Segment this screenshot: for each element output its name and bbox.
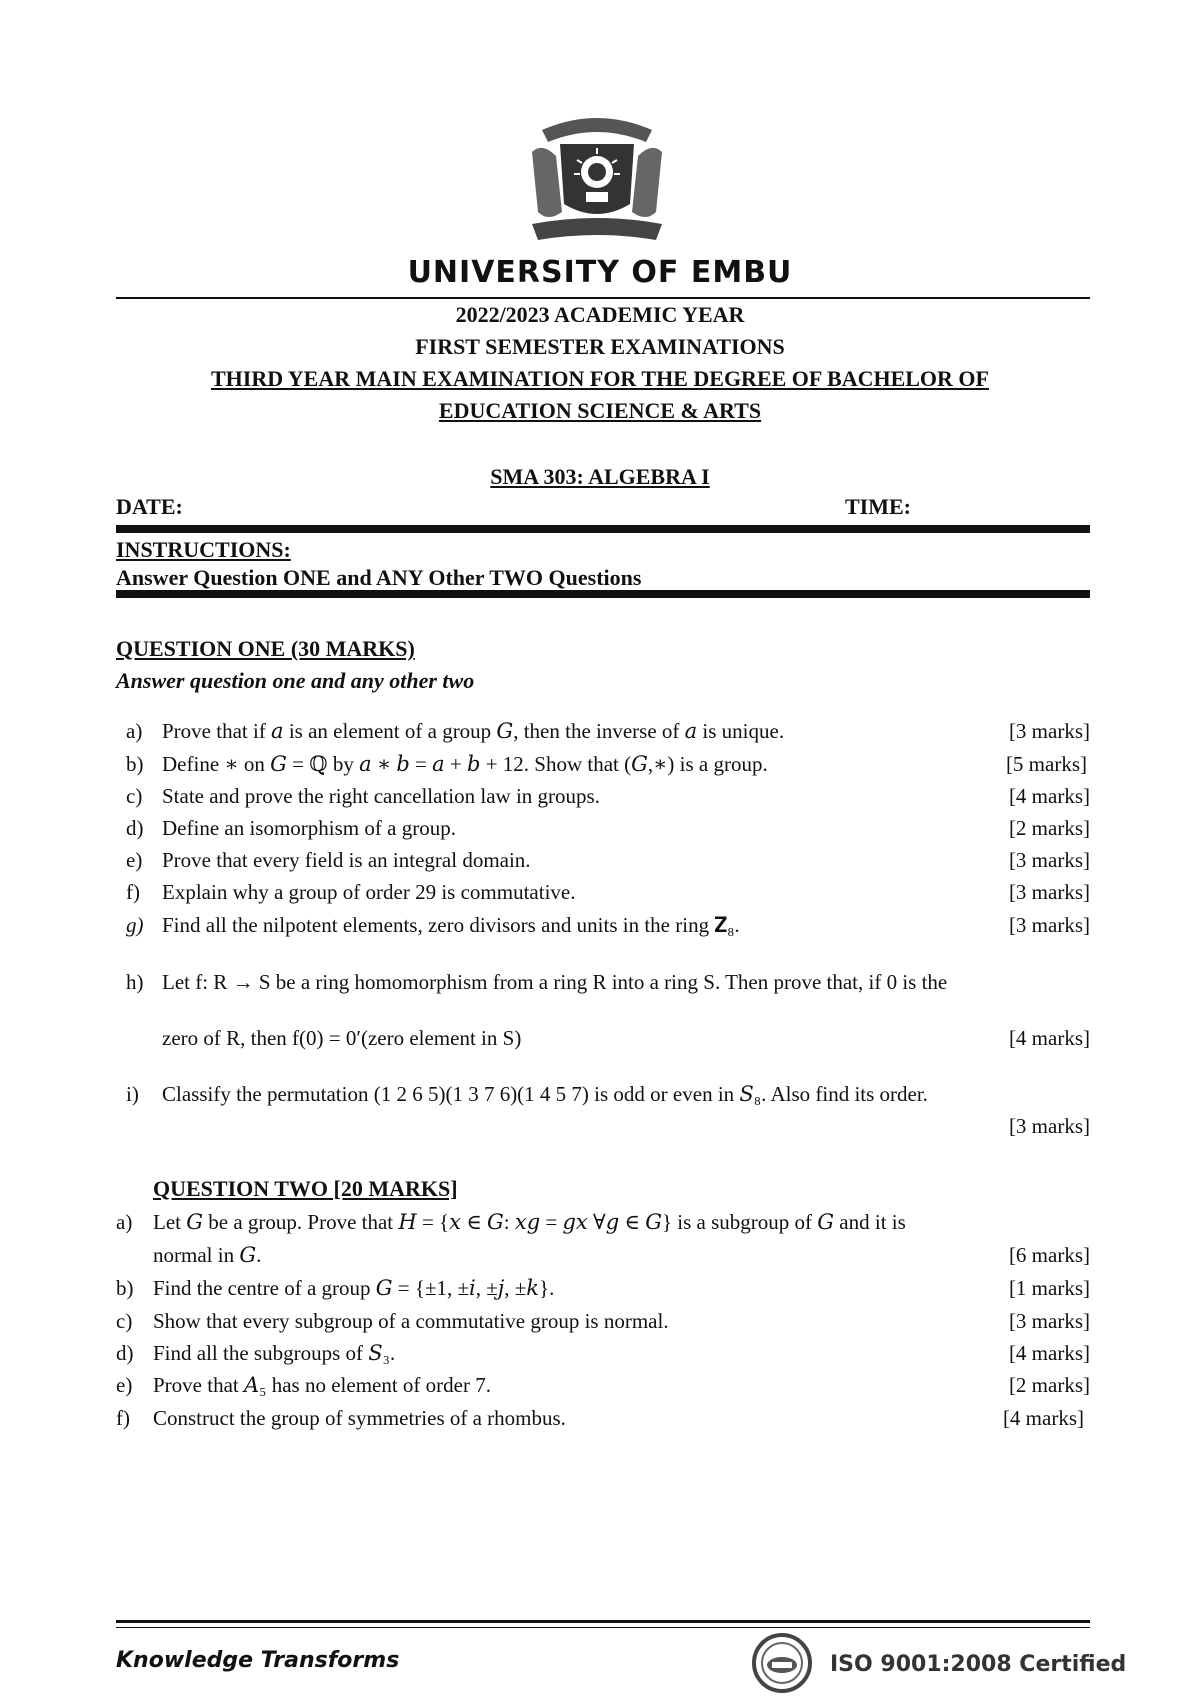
- item-label: c): [126, 784, 143, 808]
- q1-subheading: Answer question one and any other two: [116, 668, 475, 693]
- item-label: i): [126, 1082, 139, 1106]
- q1-heading: QUESTION ONE (30 MARKS): [116, 636, 415, 661]
- course-title: SMA 303: ALGEBRA I: [490, 464, 710, 489]
- q1-marks-e: [3 marks]: [1008, 848, 1090, 872]
- item-label: d): [116, 1341, 134, 1365]
- q1-marks-b: [5 marks]: [1005, 752, 1087, 776]
- item-label: a): [126, 719, 143, 743]
- item-text: Prove that every field is an integral domain.: [162, 848, 531, 872]
- footer-motto: Knowledge Transforms: [116, 1648, 400, 1673]
- item-text: Define ∗ on 𝐺 = ℚ by 𝑎 ∗ 𝑏 = 𝑎 + 𝑏 + 12. Show that (𝐺,∗) is a group.: [162, 752, 768, 776]
- date-label: DATE:: [116, 494, 183, 519]
- item-text: Find all the subgroups of 𝑆₃.: [153, 1341, 396, 1365]
- kebs-certification-seal-icon: [752, 1633, 812, 1693]
- q1-marks-a: [3 marks]: [1008, 719, 1090, 743]
- exam-title-line1: THIRD YEAR MAIN EXAMINATION FOR THE DEGREE OF BACHELOR OF: [210, 366, 989, 391]
- item-text: Find all the nilpotent elements, zero divisors and units in the ring 𝐙₈.: [162, 913, 740, 937]
- item-label: a): [116, 1210, 133, 1234]
- university-name: UNIVERSITY OF EMBU: [407, 255, 793, 290]
- q2-marks-b: [1 marks]: [1008, 1276, 1090, 1300]
- instructions-text: Answer Question ONE and ANY Other TWO Questions: [116, 565, 642, 590]
- item-text: zero of R, then f(0) = 0′(zero element in S): [162, 1026, 522, 1050]
- academic-year: 2022/2023 ACADEMIC YEAR: [455, 302, 745, 327]
- item-text: Explain why a group of order 29 is commutative.: [162, 880, 576, 904]
- q1-marks-g: [3 marks]: [1008, 913, 1090, 937]
- university-crest-logo: [522, 112, 672, 250]
- item-text: Classify the permutation (1 2 6 5)(1 3 7 6)(1 4 5 7) is odd or even in 𝑆₈. Also find its order.: [162, 1082, 928, 1106]
- exam-title-line2: EDUCATION SCIENCE & ARTS: [438, 398, 762, 423]
- item-label: b): [126, 752, 144, 776]
- footer-rule-thin: [116, 1627, 1090, 1628]
- item-text: Define an isomorphism of a group.: [162, 816, 456, 840]
- q2-heading: QUESTION TWO [20 MARKS]: [153, 1176, 458, 1201]
- item-label: h): [126, 970, 144, 994]
- q1-marks-f: [3 marks]: [1008, 880, 1090, 904]
- q2-marks-f: [4 marks]: [1002, 1406, 1084, 1430]
- item-text: Show that every subgroup of a commutative group is normal.: [153, 1309, 669, 1333]
- footer-rule: [116, 1620, 1090, 1623]
- time-label: TIME:: [845, 494, 911, 519]
- item-text: State and prove the right cancellation law in groups.: [162, 784, 600, 808]
- instructions-label: INSTRUCTIONS:: [116, 537, 291, 562]
- item-text: Let f: R → S be a ring homomorphism from a ring R into a ring S. Then prove that, if 0 is the: [162, 970, 948, 994]
- instructions-top-rule: [116, 525, 1090, 533]
- item-label: d): [126, 816, 144, 840]
- item-label: g): [126, 913, 144, 937]
- item-text: Construct the group of symmetries of a rhombus.: [153, 1406, 566, 1430]
- item-label: c): [116, 1309, 133, 1333]
- iso-certification: ISO 9001:2008 Certified: [830, 1652, 1127, 1677]
- q2-marks-c: [3 marks]: [1008, 1309, 1090, 1333]
- item-text: Let 𝐺 be a group. Prove that 𝐻 = {𝑥 ∈ 𝐺: 𝑥𝑔 = 𝑔𝑥 ∀𝑔 ∈ 𝐺} is a subgroup of 𝐺 and it is: [153, 1210, 906, 1234]
- q2-marks-e: [2 marks]: [1008, 1373, 1090, 1397]
- q1-marks-d: [2 marks]: [1008, 816, 1090, 840]
- semester-title: FIRST SEMESTER EXAMINATIONS: [415, 334, 785, 359]
- q1-marks-i: [3 marks]: [1008, 1114, 1090, 1138]
- q2-marks-d: [4 marks]: [1008, 1341, 1090, 1365]
- item-label: f): [116, 1406, 130, 1430]
- item-text: normal in 𝐺.: [153, 1243, 262, 1267]
- item-label: f): [126, 880, 140, 904]
- q2-marks-a: [6 marks]: [1008, 1243, 1090, 1267]
- q1-marks-h: [4 marks]: [1008, 1026, 1090, 1050]
- item-label: e): [126, 848, 143, 872]
- item-text: Prove that 𝐴₅ has no element of order 7.: [153, 1373, 491, 1397]
- item-text: Find the centre of a group 𝐺 = {±1, ±𝑖, ±𝑗, ±𝑘}.: [153, 1276, 555, 1300]
- item-text: Prove that if 𝑎 is an element of a group 𝐺, then the inverse of 𝑎 is unique.: [162, 719, 785, 743]
- item-label: b): [116, 1276, 134, 1300]
- header-rule: [116, 297, 1090, 299]
- instructions-bottom-rule: [116, 590, 1090, 598]
- q1-marks-c: [4 marks]: [1008, 784, 1090, 808]
- item-label: e): [116, 1373, 133, 1397]
